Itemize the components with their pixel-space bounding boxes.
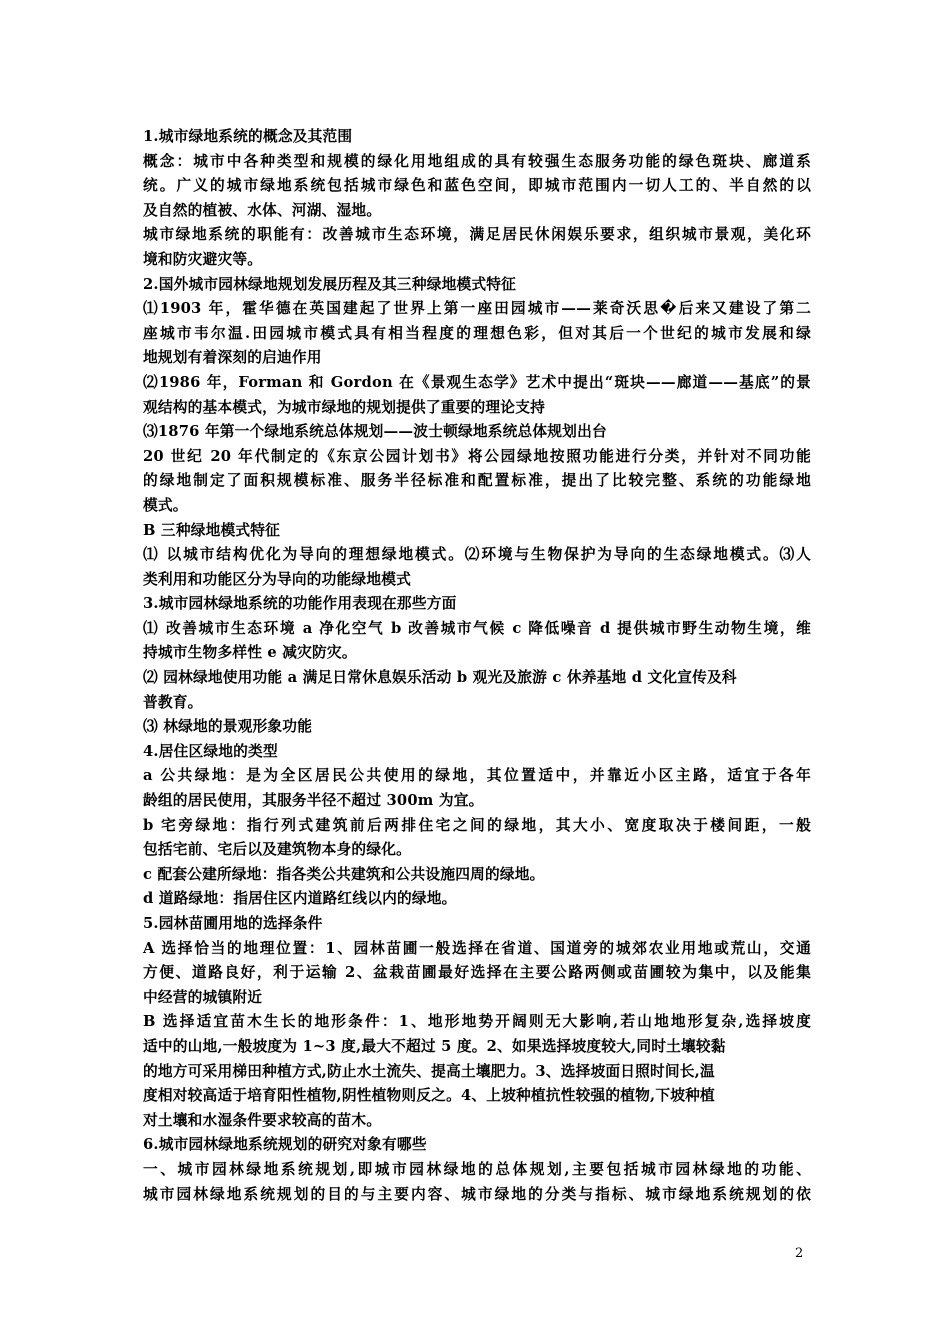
text-line: 的地方可采用梯田种植方式,防止水土流失、提高土壤肥力。3、选择坡面日照时间长,温 (143, 1062, 715, 1080)
text-line: b 宅旁绿地：指行列式建筑前后两排住宅之间的绿地，其大小、宽度取决于楼间距，一般 (143, 816, 811, 834)
text-line: 一、城市园林绿地系统规划,即城市园林绿地的总体规划,主要包括城市园林绿地的功能、 (143, 1160, 811, 1178)
text-line: 境和防灾避灾等。 (143, 250, 263, 268)
text-line: ⑶1876 年第一个绿地系统总体规划——波士顿绿地系统总体规划出台 (143, 423, 607, 441)
text-line: 的绿地制定了面积规模标准、服务半径标准和配置标准，提出了比较完整、系统的功能绿地 (143, 472, 811, 490)
text-line: 座城市韦尔温.田园城市模式具有相当程度的理想色彩，但对其后一个世纪的城市发展和绿 (143, 324, 811, 342)
text-line: A 选择恰当的地理位置：1、园林苗圃一般选择在省道、国道旁的城郊农业用地或荒山，交通 (143, 939, 811, 957)
text-line: ⑵1986 年，Forman 和 Gordon 在《景观生态学》艺术中提出“斑块——廊道——基底”的景 (143, 373, 811, 391)
text-line: 观结构的基本模式，为城市绿地的规划提供了重要的理论支持 (143, 398, 545, 416)
text-line: 概念：城市中各种类型和规模的绿化用地组成的具有较强生态服务功能的绿色斑块、廊道系 (143, 152, 811, 170)
text-line: 方便、道路良好，利于运输 2、盆栽苗圃最好选择在主要公路两侧或苗圃较为集中，以及能集 (143, 964, 811, 982)
text-line: ⑴1903 年，霍华德在英国建起了世界上第一座田园城市——莱奇沃思�后来又建设了第二 (143, 300, 811, 318)
text-line: 统。广义的城市绿地系统包括城市绿色和蓝色空间，即城市范围内一切人工的、半自然的以 (143, 177, 811, 195)
text-line: 类利用和功能区分为导向的功能绿地模式 (143, 570, 411, 588)
text-line: 5.园林苗圃用地的选择条件 (143, 915, 323, 932)
text-line: 城市园林绿地系统规划的目的与主要内容、城市绿地的分类与指标、城市绿地系统规划的依 (143, 1185, 811, 1203)
text-line: d 道路绿地：指居住区内道路红线以内的绿地。 (143, 890, 457, 908)
text-line: 适中的山地,一般坡度为 1~3 度,最大不超过 5 度。2、如果选择坡度较大,同时土壤较黏 (143, 1037, 726, 1055)
text-line: 度相对较高适于培育阳性植物,阴性植物则反之。4、上坡种植抗性较强的植物,下坡种植 (143, 1087, 715, 1105)
text-line: 龄组的居民使用，其服务半径不超过 300m 为宜。 (143, 792, 484, 810)
text-line: 6.城市园林绿地系统规划的研究对象有哪些 (143, 1136, 427, 1154)
text-line: 城市绿地系统的职能有：改善城市生态环境，满足居民休闲娱乐要求，组织城市景观，美化环 (143, 226, 811, 244)
text-line: 及自然的植被、水体、河湖、湿地。 (143, 201, 382, 219)
text-line: 4.居住区绿地的类型 (143, 742, 278, 760)
text-line: a 公共绿地：是为全区居民公共使用的绿地，其位置适中，并靠近小区主路，适宜于各年 (143, 767, 811, 785)
text-line: ⑴ 改善城市生态环境 a 净化空气 b 改善城市气候 c 降低噪音 d 提供城市野生动物生境，维 (143, 619, 811, 637)
text-line: 包括宅前、宅后以及建筑物本身的绿化。 (143, 841, 411, 859)
text-line: B 选择适宜苗木生长的地形条件：1、地形地势开阔则无大影响,若山地地形复杂,选择坡度 (143, 1013, 811, 1031)
text-line: B 三种绿地模式特征 (143, 521, 281, 539)
text-line: 地规划有着深刻的启迪作用 (143, 349, 322, 367)
text-line: ⑵ 园林绿地使用功能 a 满足日常休息娱乐活动 b 观光及旅游 c 休养基地 d 文化宣传及科 (143, 669, 737, 687)
text-line: ⑴ 以城市结构优化为导向的理想绿地模式。⑵环境与生物保护为导向的生态绿地模式。⑶人 (143, 546, 811, 564)
text-line: 模式。 (143, 496, 188, 514)
text-line: 1.城市绿地系统的概念及其范围 (143, 128, 353, 145)
text-line: 持城市生物多样性 e 减灾防灾。 (143, 644, 357, 662)
text-line: 对土壤和水湿条件要求较高的苗木。 (143, 1111, 382, 1129)
text-line: 20 世纪 20 年代制定的《东京公园计划书》将公园绿地按照功能进行分类，并针对不同功能 (143, 447, 811, 465)
text-line: 普教育。 (143, 693, 203, 711)
text-line: c 配套公建所绿地：指各类公共建筑和公共设施四周的绿地。 (143, 865, 545, 883)
text-line: 2.国外城市园林绿地规划发展历程及其三种绿地模式特征 (143, 275, 517, 293)
text-line: 中经营的城镇附近 (143, 988, 263, 1006)
text-line: 3.城市园林绿地系统的功能作用表现在那些方面 (143, 595, 457, 613)
document-body (143, 125, 811, 1207)
text-line: ⑶ 林绿地的景观形象功能 (143, 718, 313, 736)
page-number: 2 (795, 1246, 804, 1261)
